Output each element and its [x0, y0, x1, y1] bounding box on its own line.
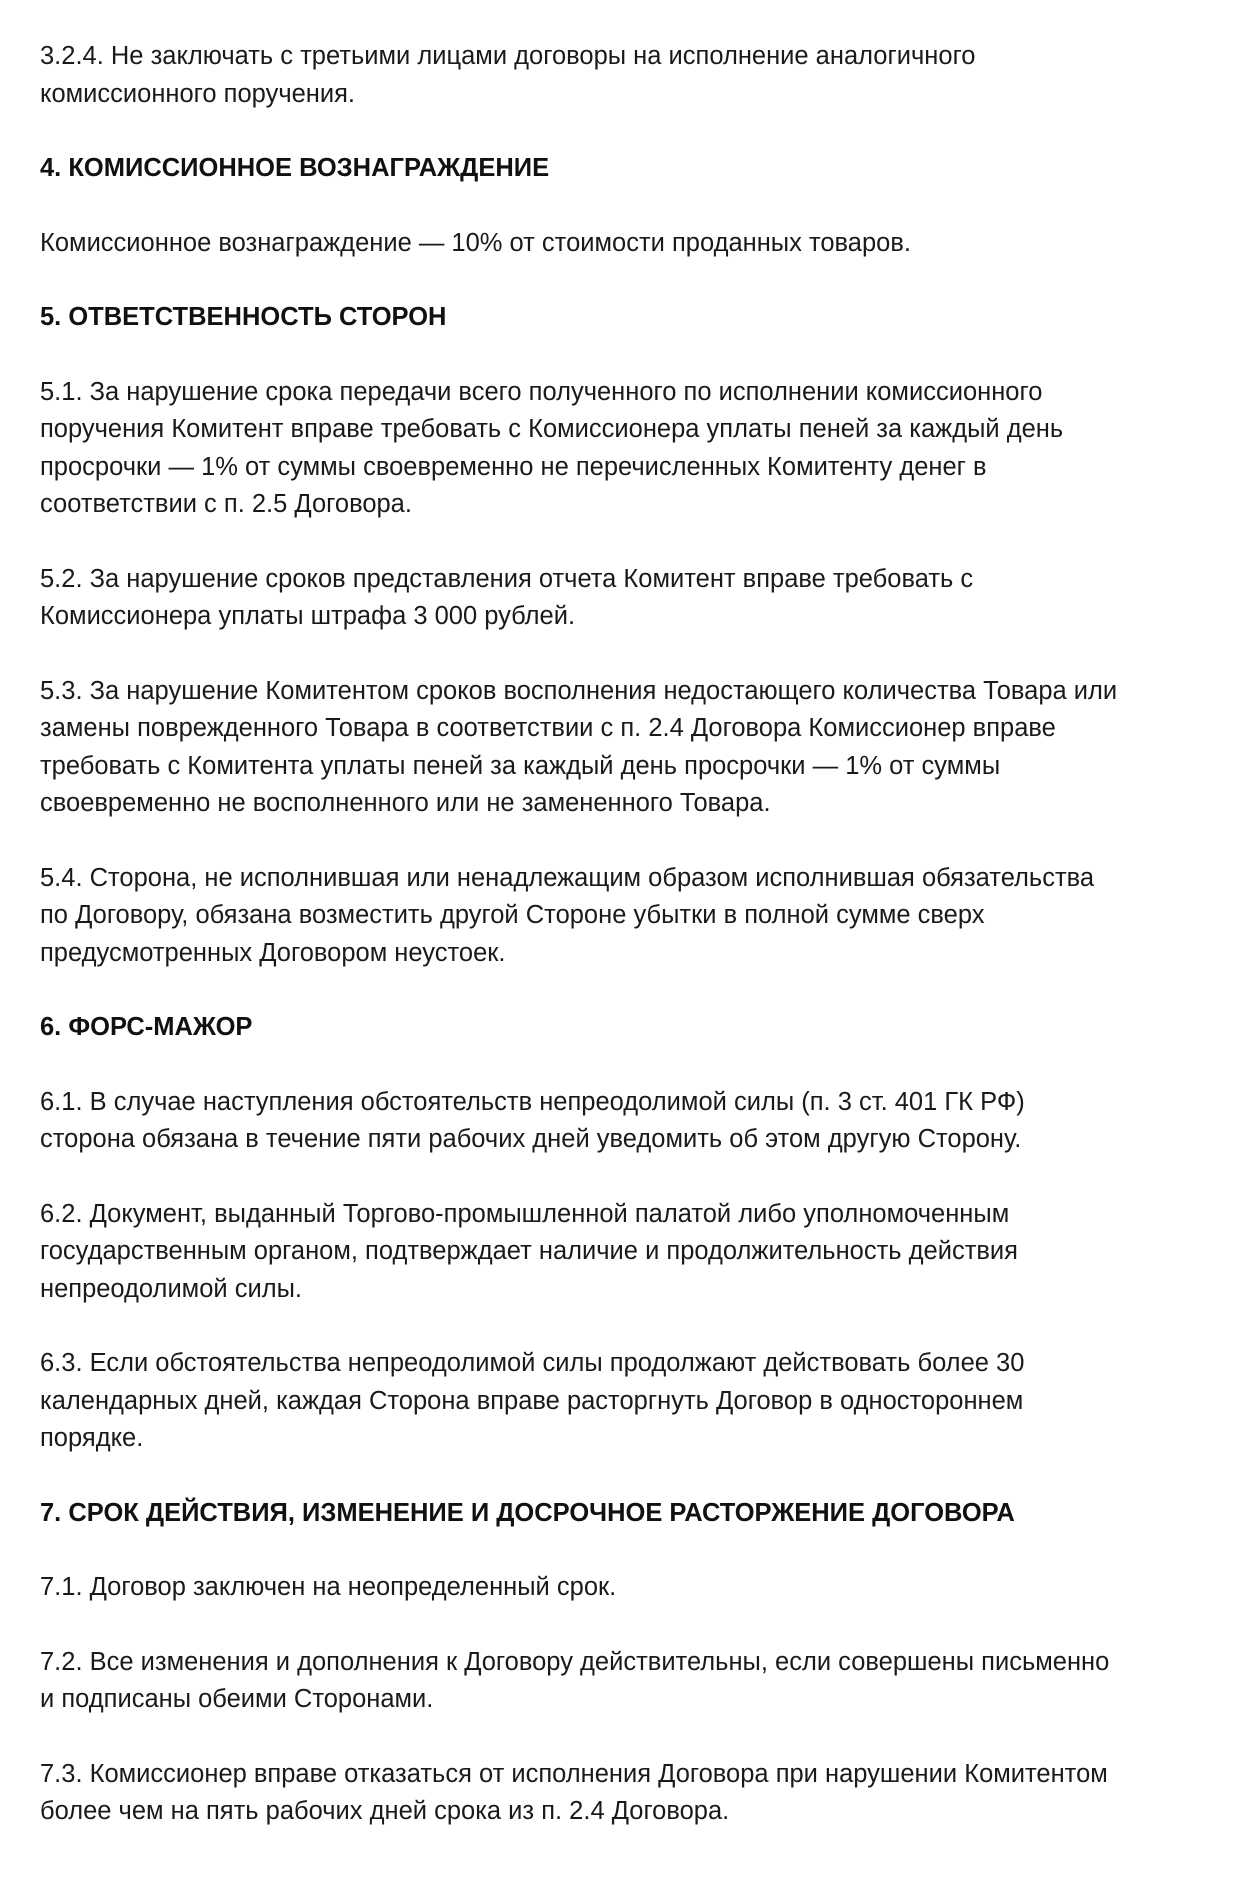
spacer — [40, 262, 1240, 299]
clause-6-1: 6.1. В случае наступления обстоятельств непреодолимой силы (п. 3 ст. 401 ГК РФ) сторона обязана в течение пяти рабочих дней уведомить об этом другую Сторону. — [40, 1087, 1025, 1153]
clause-5-3: 5.3. За нарушение Комитентом сроков восполнения недостающего количества Товара или замены поврежденного Товара в соответствии с п. 2.4 Договора Комиссионер вправе требовать с Комитента уплаты пеней за каждый день просрочки — 1% от суммы своевременно не восполненного или не замененного Товара. — [40, 676, 1118, 817]
section-heading-7: 7. СРОК ДЕЙСТВИЯ, ИЗМЕНЕНИЕ И ДОСРОЧНОЕ РАСТОРЖЕНИЕ ДОГОВОРА — [40, 1498, 1015, 1527]
spacer — [40, 1532, 1240, 1569]
clause-3-2-4: 3.2.4. Не заключать с третьими лицами договоры на исполнение аналогичного комиссионного поручения. — [40, 42, 976, 108]
clause-7-1: 7.1. Договор заключен на неопределенный срок. — [40, 1573, 617, 1601]
spacer — [40, 823, 1240, 860]
spacer — [40, 113, 1240, 150]
spacer — [40, 1719, 1240, 1756]
spacer — [40, 1047, 1240, 1084]
clause-7-3: 7.3. Комиссионер вправе отказаться от исполнения Договора при нарушении Комитентом более чем на пять рабочих дней срока из п. 2.4 Договора. — [40, 1759, 1108, 1825]
section-heading-5: 5. ОТВЕТСТВЕННОСТЬ СТОРОН — [40, 303, 447, 331]
clause-5-1: 5.1. За нарушение срока передачи всего полученного по исполнении комиссионного поручения Комитент вправе требовать с Комиссионера уплаты пеней за каждый день просрочки — 1% от суммы своевременно не перечисленных Комитенту денег в соответствии с п. 2.5 Договора. — [40, 377, 1064, 518]
spacer — [40, 636, 1240, 673]
clause-5-2: 5.2. За нарушение сроков представления отчета Комитент вправе требовать с Комиссионера уплаты штрафа 3 000 рублей. — [40, 564, 974, 630]
section-heading-4: 4. КОМИССИОННОЕ ВОЗНАГРАЖДЕНИЕ — [40, 154, 550, 182]
spacer — [40, 188, 1240, 225]
spacer — [40, 1159, 1240, 1196]
spacer — [40, 1308, 1240, 1345]
spacer — [40, 972, 1240, 1009]
spacer — [40, 337, 1240, 374]
document-body — [40, 38, 1240, 1831]
spacer — [40, 1607, 1240, 1644]
section-heading-6: 6. ФОРС-МАЖОР — [40, 1013, 253, 1041]
clause-6-3: 6.3. Если обстоятельства непреодолимой силы продолжают действовать более 30 календарных дней, каждая Сторона вправе расторгнуть Договор в одностороннем порядке. — [40, 1349, 1025, 1452]
spacer — [40, 524, 1240, 561]
clause-7-2: 7.2. Все изменения и дополнения к Договору действительны, если совершены письменно и подписаны обеими Сторонами. — [40, 1647, 1110, 1713]
clause-4-commission: Комиссионное вознаграждение — 10% от стоимости проданных товаров. — [40, 228, 911, 257]
clause-6-2: 6.2. Документ, выданный Торгово-промышленной палатой либо уполномоченным государственным органом, подтверждает наличие и продолжительность действия непреодолимой силы. — [40, 1199, 1018, 1303]
spacer — [40, 1458, 1240, 1495]
clause-5-4: 5.4. Сторона, не исполнившая или ненадлежащим образом исполнившая обязательства по Договору, обязана возместить другой Стороне убытки в полной сумме сверх предусмотренных Договором неустоек. — [40, 863, 1095, 967]
